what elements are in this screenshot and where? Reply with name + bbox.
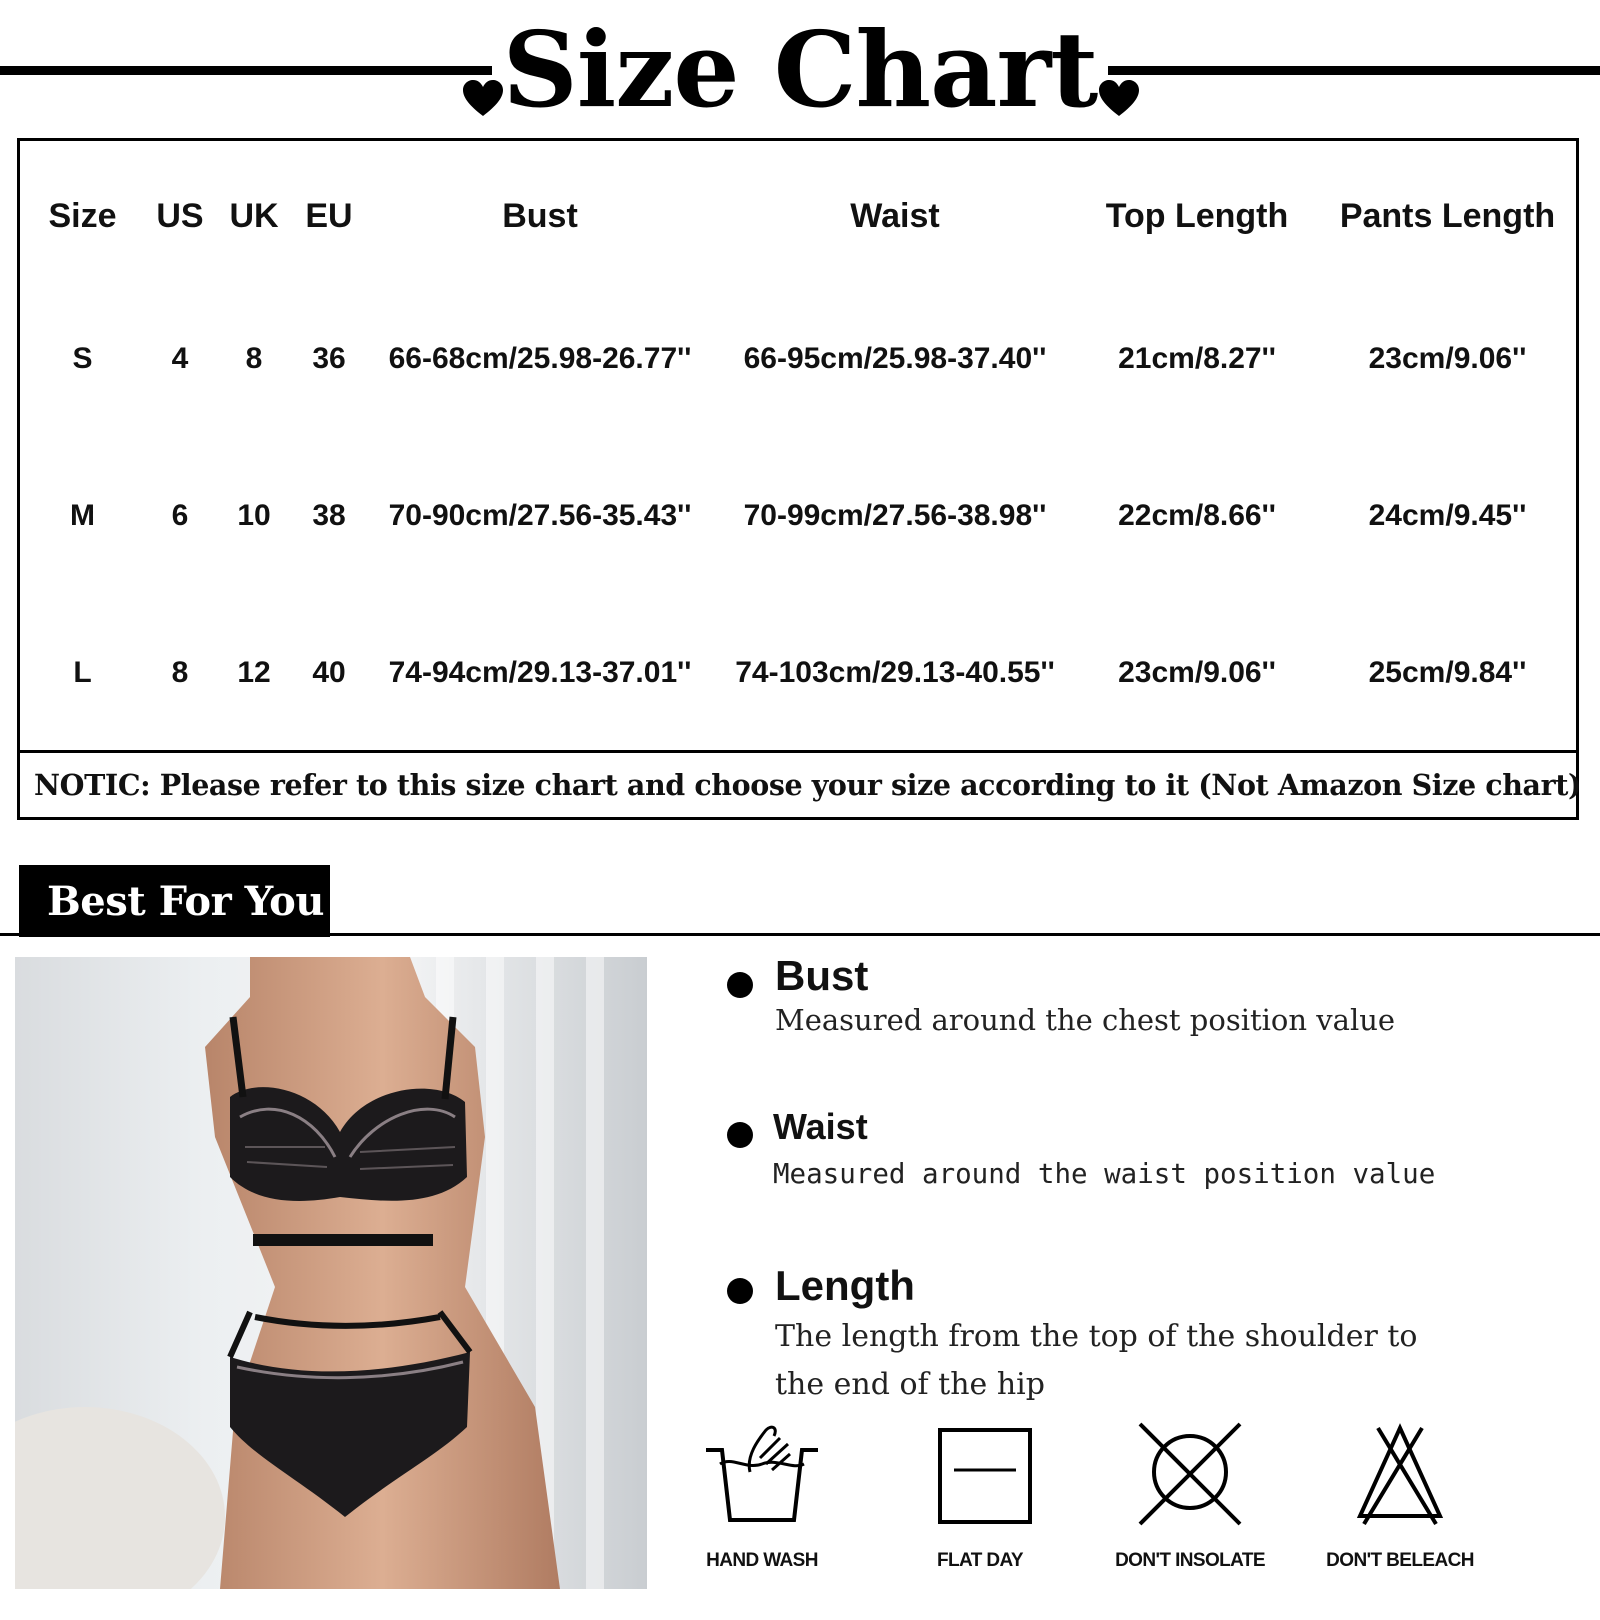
- title-rule-right: [1108, 66, 1600, 75]
- table-cell: 23cm/9.06'': [1368, 342, 1527, 376]
- best-for-you-tab: Best For You: [19, 865, 330, 937]
- table-row: [20, 281, 1576, 438]
- table-cell: 8: [171, 655, 189, 689]
- size-notice: NOTIC: Please refer to this size chart and choose your size according to it (Not Amazon Size chart): [20, 750, 1576, 820]
- care-hand-wash: [667, 1420, 857, 1620]
- bullet-icon: [727, 972, 753, 998]
- care-label: HAND WASH: [706, 1550, 818, 1571]
- table-cell: 24cm/9.45'': [1368, 498, 1527, 532]
- measurement-description: Measured around the waist position value: [773, 1158, 1436, 1190]
- size-chart-header: [0, 0, 1600, 130]
- table-cell: 4: [171, 342, 189, 376]
- table-cell: 23cm/9.06'': [1118, 655, 1276, 689]
- care-do-not-tumble-dry: [1095, 1420, 1285, 1620]
- heart-icon: [462, 80, 504, 118]
- bullet-icon: [727, 1278, 753, 1304]
- column-header: Pants Length: [1339, 196, 1556, 235]
- product-photo-illustration: [15, 957, 647, 1589]
- care-label: DON'T BELEACH: [1326, 1550, 1474, 1571]
- size-chart-box: [17, 138, 1582, 820]
- table-cell: 25cm/9.84'': [1368, 655, 1527, 689]
- table-cell: 36: [312, 342, 346, 376]
- column-header: UK: [229, 196, 279, 235]
- table-cell: 6: [171, 498, 189, 532]
- measurement-waist: [727, 1106, 1557, 1196]
- measurement-title: Length: [775, 1262, 915, 1309]
- table-cell: 40: [312, 655, 346, 689]
- table-row: [20, 594, 1576, 751]
- table-cell: 12: [237, 655, 271, 689]
- column-header: Size: [48, 196, 117, 235]
- table-cell: 21cm/8.27'': [1118, 342, 1276, 376]
- care-label: FLAT DAY: [937, 1550, 1023, 1571]
- measurement-title: Bust: [775, 952, 869, 999]
- measurement-length: [727, 1262, 1557, 1412]
- column-header: EU: [305, 196, 353, 235]
- table-cell: 38: [312, 498, 346, 532]
- table-cell: 66-95cm/25.98-37.40'': [743, 342, 1047, 376]
- page-title: Size Chart: [502, 8, 1098, 131]
- table-row: [20, 438, 1576, 595]
- table-cell: 74-94cm/29.13-37.01'': [388, 655, 692, 689]
- flat-dry-icon: [920, 1420, 1040, 1530]
- table-cell: S: [72, 342, 93, 376]
- measurement-description: Measured around the chest position value: [775, 1003, 1396, 1037]
- table-header-row: [20, 141, 1576, 281]
- do-not-tumble-dry-icon: [1130, 1420, 1250, 1530]
- column-header: US: [156, 196, 204, 235]
- heart-icon: [1098, 80, 1140, 118]
- table-cell: 70-90cm/27.56-35.43'': [388, 498, 692, 532]
- section-divider: [0, 933, 1600, 936]
- table-cell: M: [70, 498, 95, 532]
- bullet-icon: [727, 1122, 753, 1148]
- table-cell: 66-68cm/25.98-26.77'': [388, 342, 692, 376]
- do-not-bleach-icon: [1340, 1420, 1460, 1530]
- measurement-title: Waist: [773, 1106, 868, 1147]
- measurement-bust: [727, 952, 1557, 1042]
- care-flat-dry: [885, 1420, 1075, 1620]
- product-photo: [15, 957, 647, 1589]
- table-cell: 10: [237, 498, 271, 532]
- column-header: Bust: [502, 196, 578, 235]
- measurement-description: the end of the hip: [775, 1367, 1045, 1402]
- table-cell: 8: [245, 342, 263, 376]
- table-cell: L: [73, 655, 92, 689]
- measurement-description: The length from the top of the shoulder to: [775, 1319, 1418, 1354]
- table-cell: 70-99cm/27.56-38.98'': [743, 498, 1047, 532]
- size-chart-table: [20, 141, 1576, 751]
- title-rule-left: [0, 66, 492, 75]
- care-label: DON'T INSOLATE: [1115, 1550, 1265, 1571]
- column-header: Top Length: [1105, 196, 1289, 235]
- column-header: Waist: [850, 196, 940, 235]
- table-cell: 74-103cm/29.13-40.55'': [735, 655, 1055, 689]
- hand-wash-icon: [702, 1420, 822, 1530]
- care-do-not-bleach: [1305, 1420, 1495, 1620]
- table-cell: 22cm/8.66'': [1118, 498, 1276, 532]
